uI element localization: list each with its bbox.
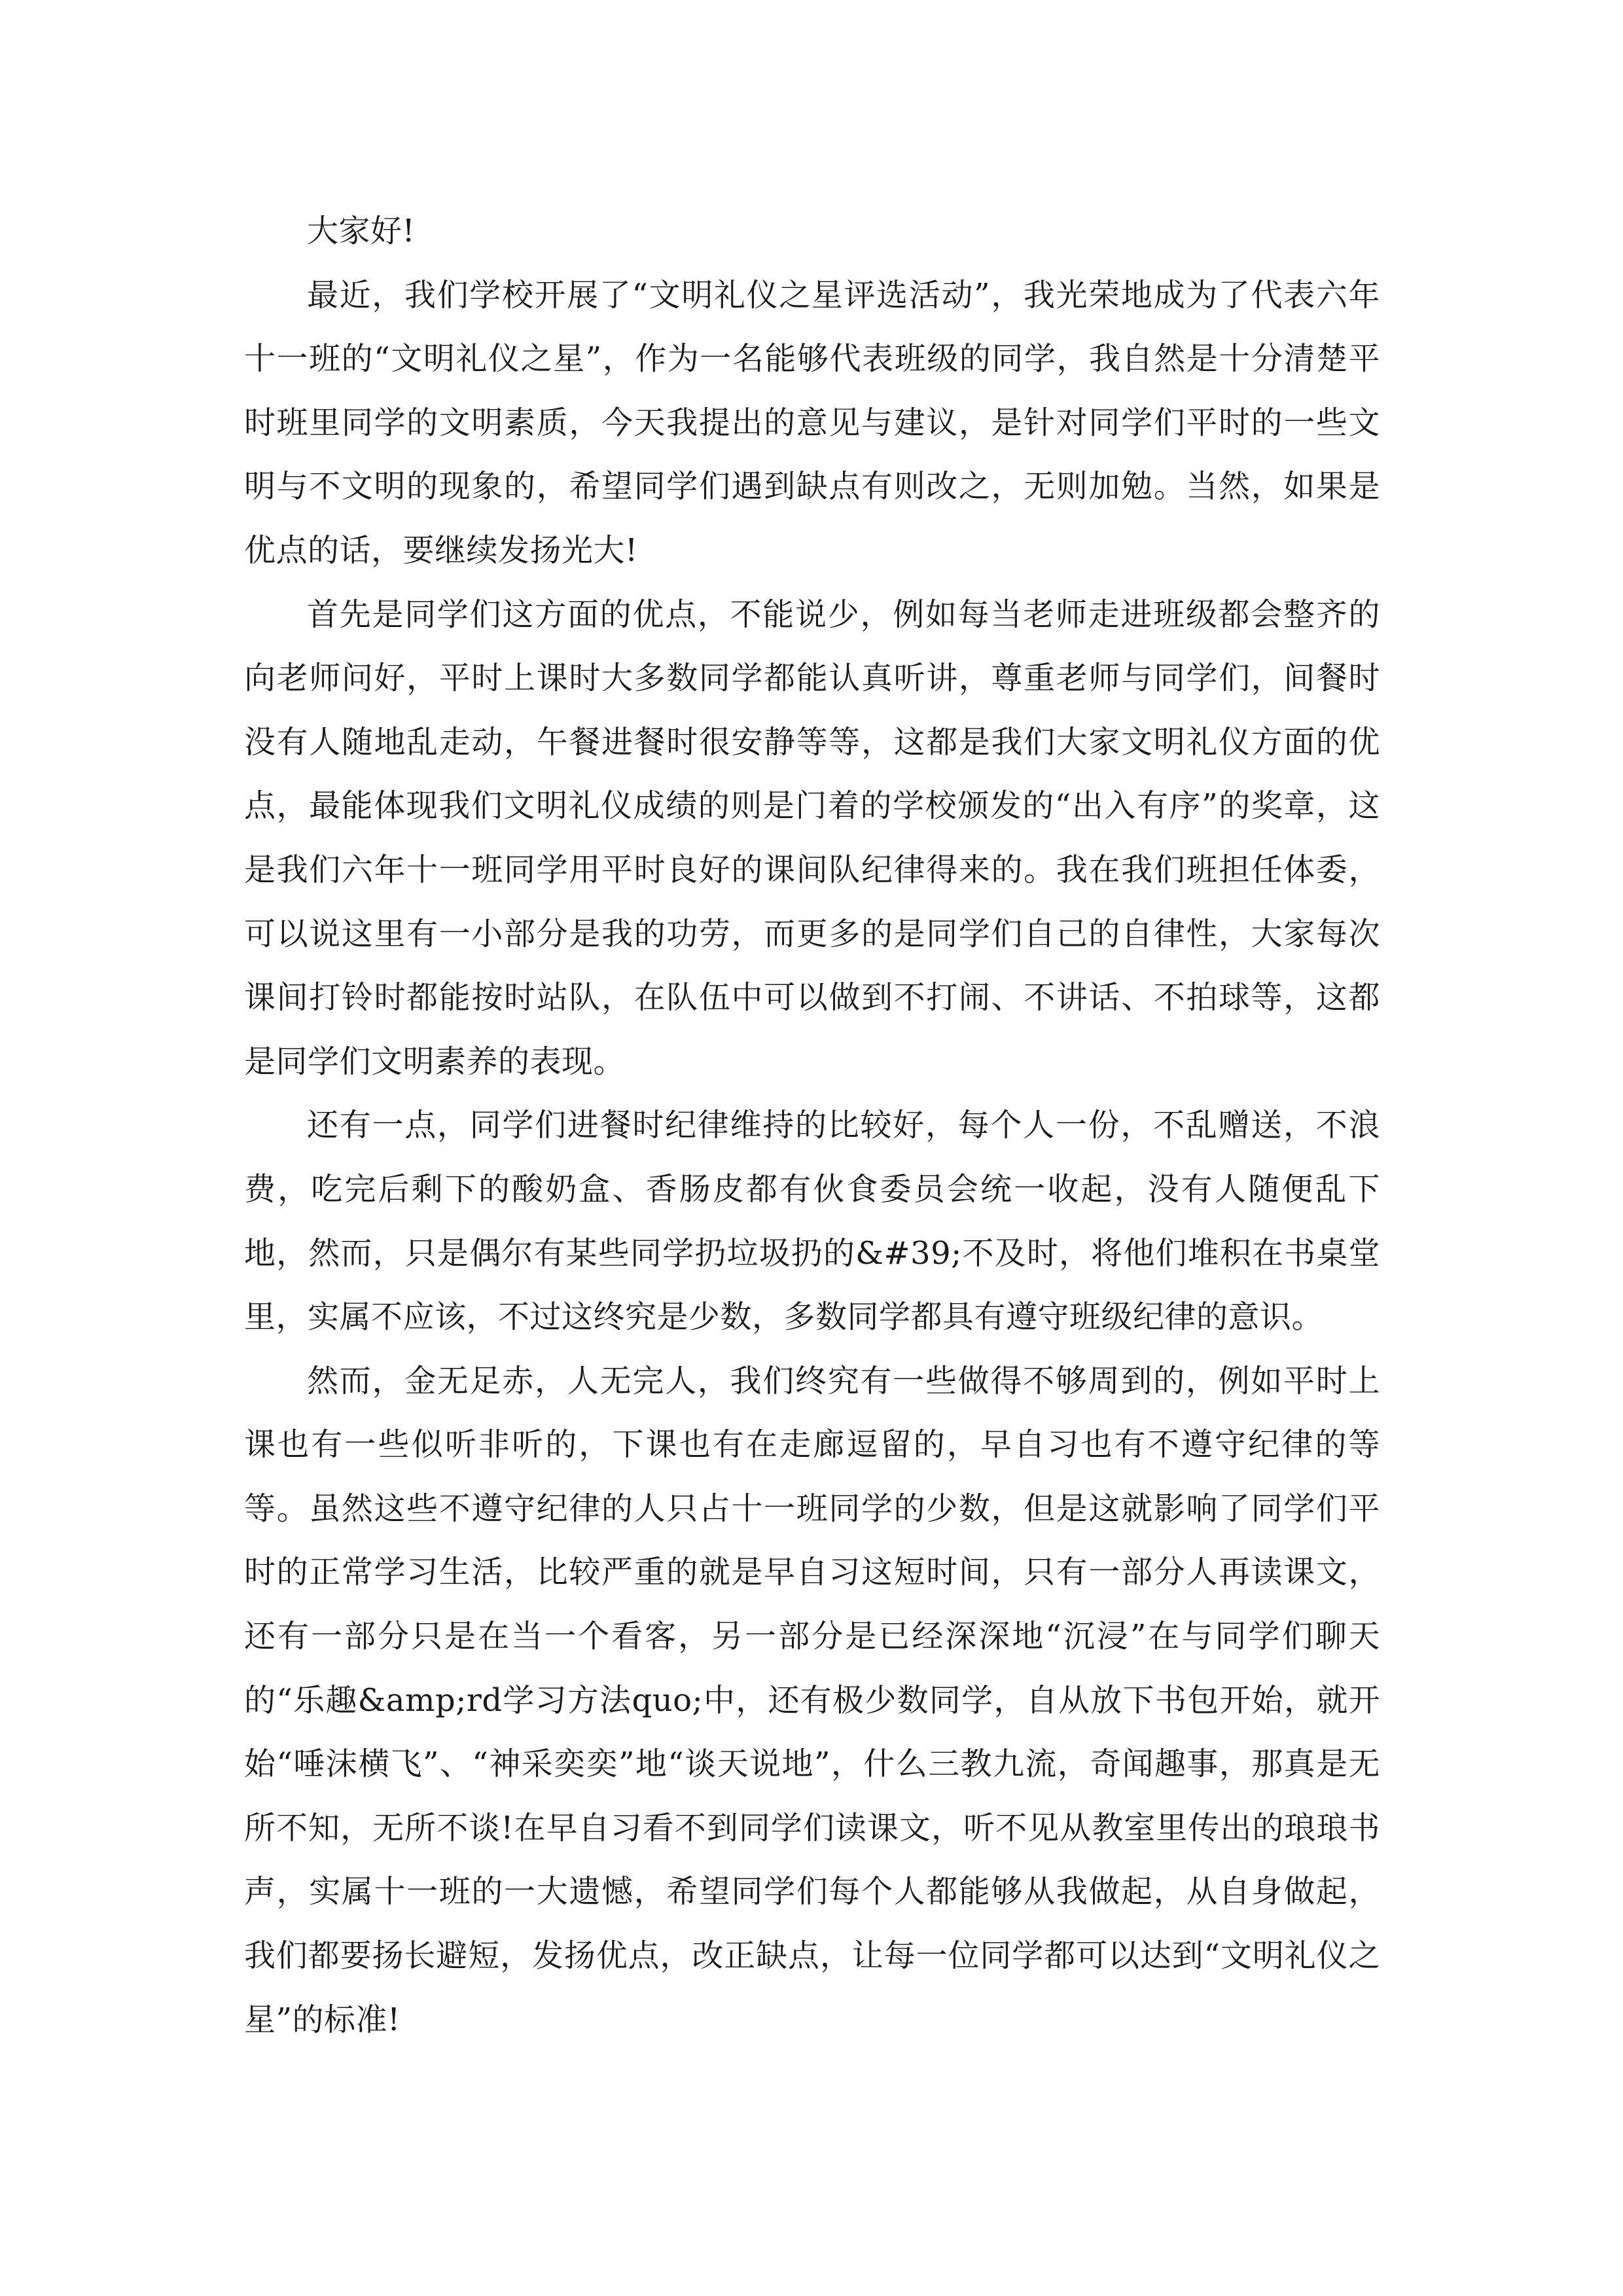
paragraph-shortcomings: 然而，金无足赤，人无完人，我们终究有一些做得不够周到的，例如平时上课也有一些似听非听的，下课也有在走廊逗留的，早自习也有不遵守纪律的等等。虽然这些不遵守纪律的人只占十一班同学的少数，但是这就影响了同学们平时的正常学习生活，比较严重的就是早自习这短时间，只有一部分人再读课文，还有一部分只是在当一个看客，另一部分是已经深深地“沉浸”在与同学们聊天的“乐趣&amp;rd学习方法quo;中，还有极少数同学，自从放下书包开始，就开始“唾沫横飞”、“神采奕奕”地“谈天说地”，什么三教九流，奇闻趣事，那真是无所不知，无所不谈!在早自习看不到同学们读课文，听不见从教室里传出的琅琅书声，实属十一班的一大遗憾，希望同学们每个人都能够从我做起，从自身做起，我们都要扬长避短，发扬优点，改正缺点，让每一位同学都可以达到“文明礼仪之星”的标准!: [244, 1362, 1380, 2038]
paragraph-dining: 还有一点，同学们进餐时纪律维持的比较好，每个人一份，不乱赠送，不浪费，吃完后剩下的酸奶盒、香肠皮都有伙食委员会统一收起，没有人随便乱下地，然而，只是偶尔有某些同学扔垃圾扔的&#39;不及时，将他们堆积在书桌堂里，实属不应该，不过这终究是少数，多数同学都具有遵守班级纪律的意识。: [244, 1107, 1380, 1336]
paragraph-intro: 最近，我们学校开展了“文明礼仪之星评选活动”，我光荣地成为了代表六年十一班的“文明礼仪之星”，作为一名能够代表班级的同学，我自然是十分清楚平时班里同学的文明素质，今天我提出的意见与建议，是针对同学们平时的一些文明与不文明的现象的，希望同学们遇到缺点有则改之，无则加勉。当然，如果是优点的话，要继续发扬光大!: [244, 276, 1380, 569]
paragraph-strengths: 首先是同学们这方面的优点，不能说少，例如每当老师走进班级都会整齐的向老师问好，平时上课时大多数同学都能认真听讲，尊重老师与同学们，间餐时没有人随地乱走动，午餐进餐时很安静等等，这都是我们大家文明礼仪方面的优点，最能体现我们文明礼仪成绩的则是门着的学校颁发的“出入有序”的奖章，这是我们六年十一班同学用平时良好的课间队纪律得来的。我在我们班担任体委，可以说这里有一小部分是我的功劳，而更多的是同学们自己的自律性，大家每次课间打铃时都能按时站队，在队伍中可以做到不打闹、不讲话、不拍球等，这都是同学们文明素养的表现。: [244, 596, 1380, 1080]
document-body: [244, 200, 1380, 2052]
greeting-paragraph: 大家好!: [307, 213, 416, 249]
